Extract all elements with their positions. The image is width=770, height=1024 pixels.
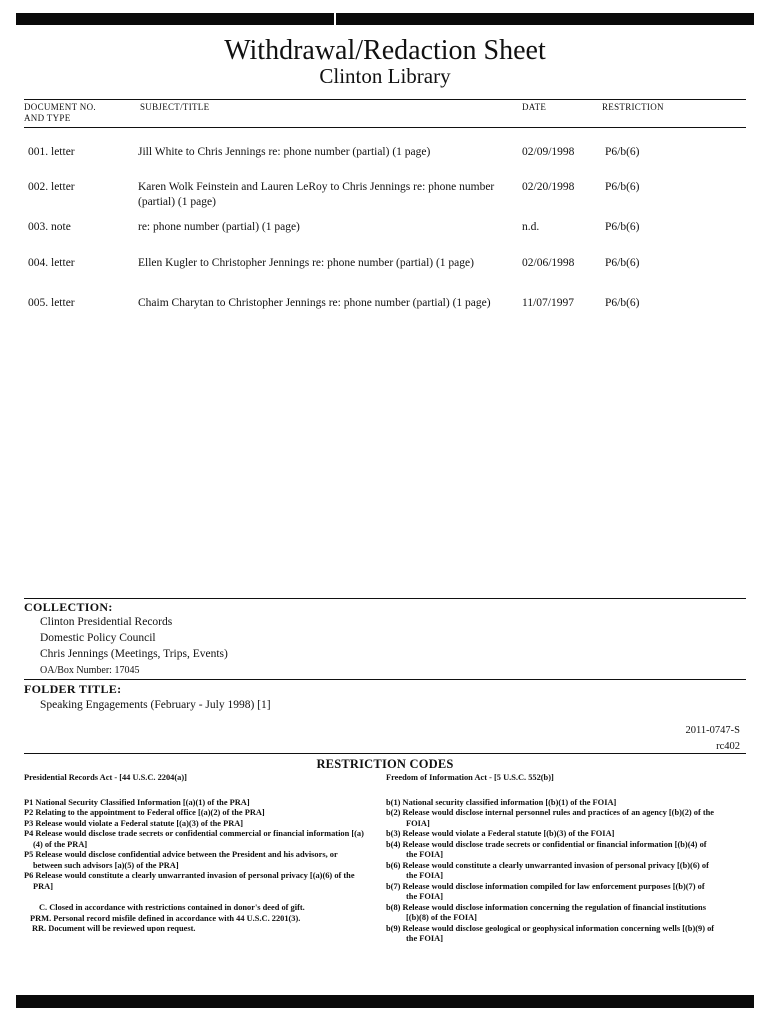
other-code: C. Closed in accordance with restrictions contained in donor's deed of gift. bbox=[39, 903, 305, 912]
collection-label: COLLECTION: bbox=[24, 600, 113, 614]
bottom-border-bar bbox=[16, 995, 754, 1008]
doc-restriction: P6/b(6) bbox=[605, 221, 640, 233]
pra-code: P6 Release would constitute a clearly unwarranted invasion of personal privacy [(a)(6) of the PRA] bbox=[24, 871, 355, 891]
foia-code: b(9) Release would disclose geological or geophysical information concerning wells [(b)(9) of the FOIA] bbox=[386, 923, 715, 943]
foia-code: b(8) Release would disclose information concerning the regulation of financial institutions [(b)(8) of the FOIA] bbox=[386, 902, 706, 922]
doc-number: 002. letter bbox=[28, 181, 75, 193]
doc-number: 001. letter bbox=[28, 146, 75, 158]
doc-date: 02/06/1998 bbox=[522, 257, 575, 269]
case-code: rc402 bbox=[716, 741, 740, 752]
other-code: RR. Document will be reviewed upon request. bbox=[32, 924, 196, 933]
foia-code: b(1) National security classified information [(b)(1) of the FOIA] bbox=[386, 797, 617, 807]
pra-codes-column bbox=[24, 773, 364, 935]
doc-date: 02/20/1998 bbox=[522, 181, 575, 193]
column-header-doc bbox=[24, 102, 96, 124]
foia-code: b(3) Release would violate a Federal statute [(b)(3) of the FOIA] bbox=[386, 829, 615, 838]
foia-code: b(6) Release would constitute a clearly unwarranted invasion of personal privacy [(b)(6) of the FOIA] bbox=[386, 860, 709, 880]
top-border-bar bbox=[16, 13, 754, 25]
column-header-doc-line1: DOCUMENT NO. bbox=[24, 102, 96, 112]
column-header-date: DATE bbox=[522, 102, 547, 112]
collection-line: Clinton Presidential Records bbox=[40, 616, 173, 628]
foia-code: b(4) Release would disclose trade secrets or confidential or financial information [(b)(4) of the FOIA] bbox=[386, 839, 707, 859]
folder-title: Speaking Engagements (February - July 1998) [1] bbox=[40, 699, 271, 711]
header-top-rule bbox=[24, 99, 746, 100]
doc-subject: Jill White to Chris Jennings re: phone number (partial) (1 page) bbox=[138, 146, 431, 158]
restriction-codes-title: RESTRICTION CODES bbox=[316, 757, 454, 771]
foia-code: b(2) Release would disclose internal personnel rules and practices of an agency [(b)(2) of the FOIA] bbox=[386, 808, 714, 828]
doc-restriction: P6/b(6) bbox=[605, 181, 640, 193]
foia-code: b(7) Release would disclose information compiled for law enforcement purposes [(b)(7) of the FOIA] bbox=[386, 881, 705, 901]
foia-codes-column bbox=[386, 773, 716, 945]
case-number: 2011-0747-S bbox=[685, 725, 740, 736]
doc-date: 02/09/1998 bbox=[522, 146, 575, 158]
doc-subject: re: phone number (partial) (1 page) bbox=[138, 221, 300, 233]
top-bar-notch bbox=[334, 13, 336, 25]
doc-number: 004. letter bbox=[28, 257, 75, 269]
folder-top-rule bbox=[24, 679, 746, 680]
collection-line: Chris Jennings (Meetings, Trips, Events) bbox=[40, 648, 228, 660]
page-title: Withdrawal/Redaction Sheet bbox=[224, 35, 546, 66]
column-header-restriction: RESTRICTION bbox=[602, 102, 664, 112]
pra-code: P1 National Security Classified Information [(a)(1) of the PRA] bbox=[24, 797, 250, 807]
doc-subject: Ellen Kugler to Christopher Jennings re: phone number (partial) (1 page) bbox=[138, 257, 474, 269]
pra-code: P5 Release would disclose confidential advice between the President and his advisors, or between such advisors [a)(5) of the PRA] bbox=[24, 850, 338, 870]
pra-heading: Presidential Records Act - [44 U.S.C. 2204(a)] bbox=[24, 773, 187, 782]
pra-code: P4 Release would disclose trade secrets or confidential commercial or financial information [(a)(4) of the PRA] bbox=[24, 829, 364, 849]
box-number: OA/Box Number: 17045 bbox=[40, 665, 140, 676]
doc-number: 005. letter bbox=[28, 297, 75, 309]
column-header-doc-line2: AND TYPE bbox=[24, 113, 71, 123]
doc-number: 003. note bbox=[28, 221, 71, 233]
restriction-codes-rule bbox=[24, 753, 746, 754]
other-code: PRM. Personal record misfile defined in accordance with 44 U.S.C. 2201(3). bbox=[30, 913, 301, 923]
collection-top-rule bbox=[24, 598, 746, 599]
foia-heading: Freedom of Information Act - [5 U.S.C. 552(b)] bbox=[386, 773, 554, 782]
doc-subject: Karen Wolk Feinstein and Lauren LeRoy to Chris Jennings re: phone number (partial) (1 page) bbox=[138, 181, 495, 208]
folder-label: FOLDER TITLE: bbox=[24, 682, 122, 696]
pra-code: P2 Relating to the appointment to Federal office [(a)(2) of the PRA] bbox=[24, 808, 265, 817]
column-header-subject: SUBJECT/TITLE bbox=[140, 102, 210, 112]
doc-subject: Chaim Charytan to Christopher Jennings re: phone number (partial) (1 page) bbox=[138, 297, 491, 309]
doc-restriction: P6/b(6) bbox=[605, 257, 640, 269]
doc-restriction: P6/b(6) bbox=[605, 297, 640, 309]
header-bottom-rule bbox=[24, 127, 746, 128]
doc-restriction: P6/b(6) bbox=[605, 146, 640, 158]
pra-code: P3 Release would violate a Federal statute [(a)(3) of the PRA] bbox=[24, 818, 244, 828]
doc-date: n.d. bbox=[522, 221, 540, 233]
doc-date: 11/07/1997 bbox=[522, 297, 574, 309]
page-subtitle: Clinton Library bbox=[319, 64, 451, 88]
collection-line: Domestic Policy Council bbox=[40, 632, 156, 644]
